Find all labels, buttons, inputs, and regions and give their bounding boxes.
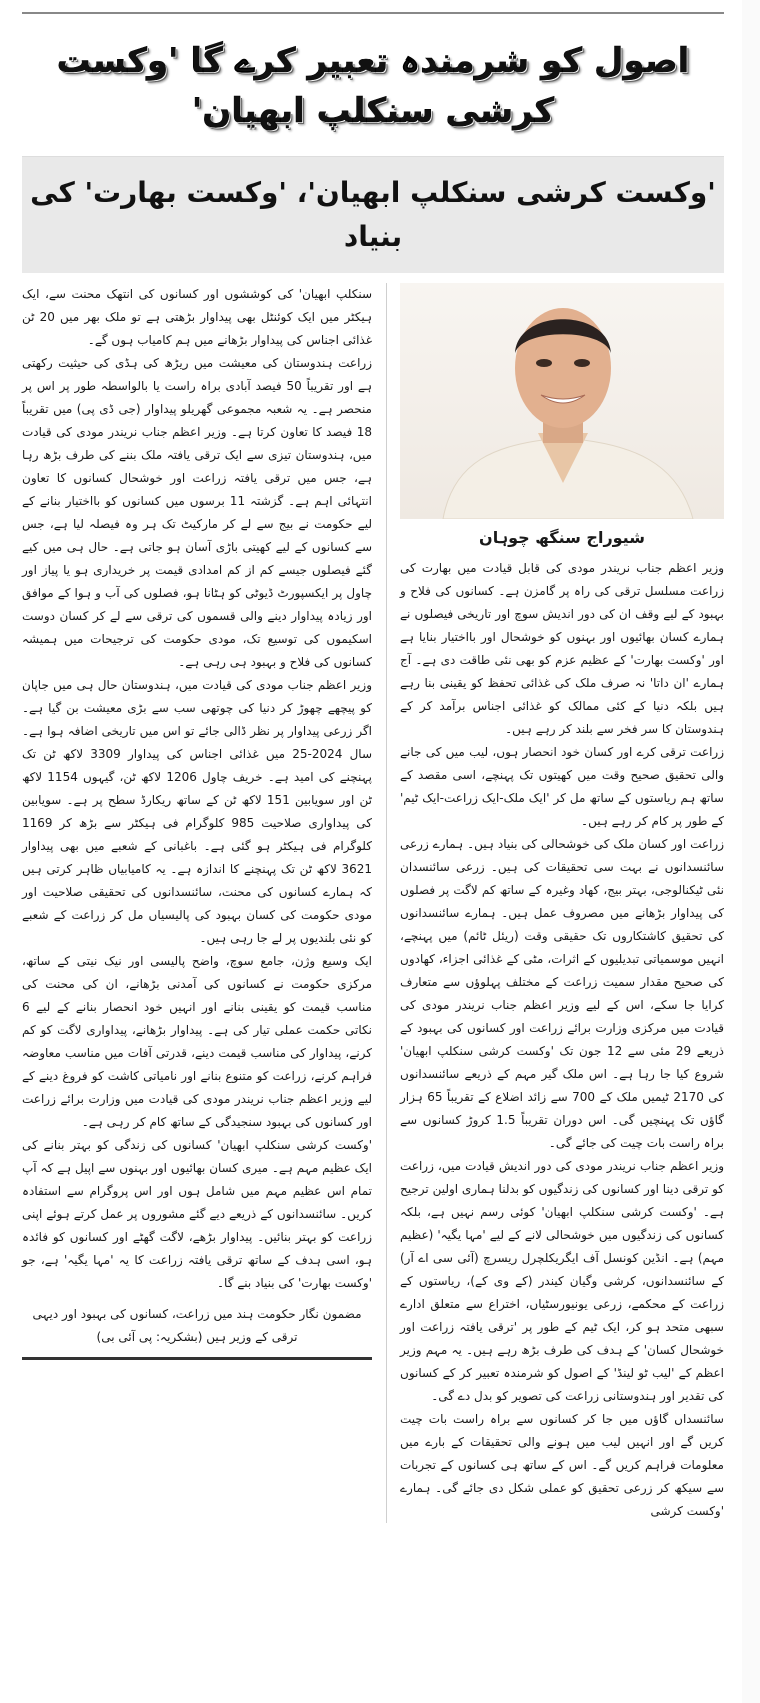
right-column <box>400 283 724 1523</box>
author-byline: شیوراج سنگھ چوہان <box>479 528 645 547</box>
paragraph: زراعت ہندوستان کی معیشت میں ریڑھ کی ہڈی کی حیثیت رکھتی ہے اور تقریباً 50 فیصد آبادی براہ راست یا بالواسطہ طور پر اس پر منحصر ہے۔ یہ شعبہ مجموعی گھریلو پیداوار (جی ڈی پی) میں تقریباً 18 فیصد کا تعاون کرتا ہے۔ وزیر اعظم جناب نریندر مودی کی قیادت میں، ہندوستان تیزی سے ایک ترقی یافتہ ملک بننے کی طرف بڑھ رہا ہے، جس میں ترقی یافتہ زراعت اور خوشحال کسانوں کا تعاون انتہائی اہم ہے۔ گزشتہ 11 برسوں میں کسانوں کو بااختیار بنانے کے لیے حکومت نے بیج سے لے کر مارکیٹ تک ہر وہ فیصلہ لیا ہے، جس سے کسانوں کے لیے کھیتی باڑی آسان ہو جاتی ہے۔ حال ہی میں کیے گئے فیصلوں جیسے کم از کم امدادی قیمت پر خریداری ہو یا پیاز اور چاول پر ایکسپورٹ ڈیوٹی کو ہٹانا ہو، فصلوں کی آب و ہوا کے موافق اور زیادہ پیداوار دینے والی قسموں کی ترقی سے لے کر کسان دوست اسکیموں کی توسیع تک، مودی حکومت کی ترجیحات میں ہمیشہ کسانوں کی فلاح و بہبود ہی رہی ہے۔ <box>22 356 372 669</box>
subheadline: 'وکست کرشی سنکلپ ابھیان'، 'وکست بھارت' کی بنیاد <box>30 176 716 253</box>
paragraph: سنکلپ ابھیان' کی کوششوں اور کسانوں کی انتھک محنت سے، ایک ہیکٹر میں ایک کوئنٹل بھی پیداوار بڑھتی ہے تو ملک بھر میں 20 ٹن غذائی اجناس کی پیداوار بڑھانے میں ہم کامیاب ہوں گے۔ <box>22 287 372 347</box>
paragraph: وزیر اعظم جناب نریندر مودی کی دور اندیش قیادت میں، زراعت کو ترقی دینا اور کسانوں کی زندگیوں کو بدلنا ہماری اولین ترجیح ہے۔ 'وکست کرشی سنکلپ ابھیان' کوئی رسم نہیں ہے، بلکہ کسانوں کی زندگیوں میں خوشحالی لانے کے لیے 'مہا یگیہ' (عظیم مہم) ہے۔ انڈین کونسل آف ایگریکلچرل ریسرچ (آئی سی اے آر) کے سائنسدانوں، کرشی وگیان کیندر (کے وی کے)، ریاستوں کے زراعت کے محکمے، زرعی یونیورسٹیاں، اختراع سے متعلق ادارے سبھی متحد ہو کر، ایک ٹیم کے طور پر 'ترقی یافتہ زراعت اور خوشحال کسان' کے ہدف کی طرف بڑھ رہے ہیں۔ یہ مہم وزیر اعظم کے 'لیب ٹو لینڈ' کے اصول کو شرمندہ تعبیر کر کے کسانوں کی تقدیر اور ہندوستانی زراعت کی تصویر کو بدل دے گی۔ <box>400 1159 724 1403</box>
headline: اصول کو شرمندہ تعبیر کرے گا 'وکست کرشی سنکلپ ابھیان' <box>56 41 690 131</box>
author-note: مضمون نگار حکومت ہند میں زراعت، کسانوں کی بہبود اور دیہی ترقی کے وزیر ہیں (بشکریہ: پی آئی بی) <box>32 1307 362 1344</box>
paragraph: وزیر اعظم جناب مودی کی قیادت میں، ہندوستان حال ہی میں جاپان کو پیچھے چھوڑ کر دنیا کی چوتھی سب سے بڑی معیشت بن گیا ہے۔ اگر زرعی پیداوار پر نظر ڈالی جائے تو اس میں تاریخی اضافہ ہوا ہے۔ سال 2024-25 میں غذائی اجناس کی پیداوار 3309 لاکھ ٹن تک پہنچنے کی امید ہے۔ خریف چاول 1206 لاکھ ٹن، گیہوں 1154 لاکھ ٹن اور سویابین 151 لاکھ ٹن کے ساتھ ریکارڈ سطح پر ہے۔ سویابین کی پیداواری صلاحیت 985 کلوگرام فی ہیکٹر سے بڑھ کر 1169 کلوگرام فی ہیکٹر ہو گئی ہے۔ باغبانی کے شعبے میں بھی پیداوار 3621 لاکھ ٹن تک پہنچنے کا اندازہ ہے۔ یہ کامیابیاں ظاہر کرتی ہیں کہ ہمارے کسانوں کی محنت، سائنسدانوں کی تحقیقی صلاحیت اور مودی حکومت کی کسان بہبود کی پالیسیاں مل کر زراعت کے شعبے کو نئی بلندیوں پر لے جا رہی ہیں۔ <box>22 678 373 945</box>
paragraph: 'وکست کرشی سنکلپ ابھیان' کسانوں کی زندگی کو بہتر بنانے کی ایک عظیم مہم ہے۔ میری کسان بھائیوں اور بہنوں سے اپیل ہے کہ آپ تمام اس عظیم مہم میں شامل ہوں اور اس پروگرام سے استفادہ کریں۔ سائنسدانوں کے ذریعے دیے گئے مشوروں پر عمل کرتے ہوئے اپنی زراعت کو بہتر بنائیں۔ پیداوار بڑھے، لاگت گھٹے اور کسانوں کو فائدہ ہو، اسی ہدف کے ساتھ ترقی یافتہ زراعت کا یہ 'مہا یگیہ' ہے، جو 'وکست بھارت' کی بنیاد بنے گا۔ <box>22 1138 372 1290</box>
column-divider <box>386 283 387 1523</box>
left-column <box>22 283 372 1523</box>
author-photo <box>400 283 724 519</box>
article-columns <box>22 283 724 1523</box>
paragraph: وزیر اعظم جناب نریندر مودی کی قابل قیادت میں بھارت کی زراعت مسلسل ترقی کی راہ پر گامزن ہے۔ کسانوں کی فلاح و بہبود کے لیے وقف ان کی دور اندیش سوچ اور تاریخی فیصلوں نے ہمارے کسان بھائیوں اور بہنوں کو خوشحال اور بااختیار بنایا ہے اور 'وکست بھارت' کے عظیم عزم کو بھی نئی طاقت دی ہے۔ آج ہمارے 'ان داتا' نہ صرف ملک کی غذائی تحفظ کو یقینی بنا رہے ہیں بلکہ دنیا کے کئی ممالک کو غذائی اجناس برآمد کر کے ہندوستان کا سر فخر سے بلند کر رہے ہیں۔ <box>400 561 724 736</box>
portrait-illustration <box>400 283 724 519</box>
subheadline-box <box>22 156 724 273</box>
paragraph: سائنسداں گاؤں میں جا کر کسانوں سے براہ راست بات چیت کریں گے اور انہیں لیب میں ہونے والی تحقیقات کے بارے میں معلومات فراہم کریں گے۔ اس کے ساتھ ہی کسانوں کے تجربات سے سیکھ کر زرعی تحقیق کو عملی شکل دی جائے گی۔ ہمارے 'وکست کرشی <box>400 1412 724 1518</box>
adjacent-article-edge <box>742 0 760 1703</box>
paragraph: ایک وسیع وژن، جامع سوچ، واضح پالیسی اور نیک نیتی کے ساتھ، مرکزی حکومت نے کسانوں کی آمدنی بڑھانے، ان کی محنت کی مناسب قیمت کو یقینی بنانے اور انہیں خود انحصار بنانے کے لیے 6 نکاتی حکمت عملی تیار کی ہے۔ پیداوار بڑھانے، پیداواری لاگت کو کم کرنے، پیداوار کی مناسب قیمت دینے، قدرتی آفات میں مناسب معاوضہ فراہم کرنے، زراعت کو متنوع بنانے اور نامیاتی کاشت کو فروغ دینے کے لیے وزیر اعظم جناب نریندر مودی کی قیادت میں وزارت برائے زراعت اور کسانوں کی بہبود سنجیدگی کے ساتھ کام کر رہی ہے۔ <box>22 954 372 1129</box>
paragraph: زراعت ترقی کرے اور کسان خود انحصار ہوں، لیب میں کی جانے والی تحقیق صحیح وقت میں کھیتوں تک پہنچے، اسی مقصد کے ساتھ ہم ریاستوں کے ساتھ مل کر 'ایک ملک-ایک زراعت-ایک ٹیم' کے طور پر کام کر رہے ہیں۔ <box>400 745 724 828</box>
bottom-rule <box>22 1357 372 1360</box>
paragraph: زراعت اور کسان ملک کی خوشحالی کی بنیاد ہیں۔ ہمارے زرعی سائنسدانوں نے بہت سی تحقیقات کی ہیں۔ زرعی سائنسدان نئی ٹیکنالوجی، بہتر بیج، کھاد وغیرہ کے ساتھ کم لاگت پر فصلوں کی پیداوار بڑھانے میں مصروف عمل ہیں۔ ہمارے سائنسدانوں کی تحقیق کاشتکاروں تک حقیقی وقت (ریئل ٹائم) میں پہنچے، انہیں موسمیاتی تبدیلیوں کے اثرات، مٹی کے غذائی اجزاء، کھادوں کی صحیح مقدار سمیت زراعت کے مختلف پہلوؤں سے متعارف کرایا جا سکے، اس کے لیے وزیر اعظم جناب نریندر مودی کی قیادت میں مرکزی وزارت برائے زراعت اور کسانوں کی بہبود کے ذریعے 29 مئی سے 12 جون تک 'وکست کرشی سنکلپ ابھیان' شروع کیا جا رہا ہے۔ اس ملک گیر مہم کے ذریعے سائنسدانوں کی 2170 ٹیمیں ملک کے 700 سے زائد اضلاع کے تقریباً 65 ہزار گاؤں تک پہنچیں گی۔ اس دوران تقریباً 1.5 کروڑ کسانوں سے براہ راست بات چیت کی جائے گی۔ <box>400 837 725 1150</box>
